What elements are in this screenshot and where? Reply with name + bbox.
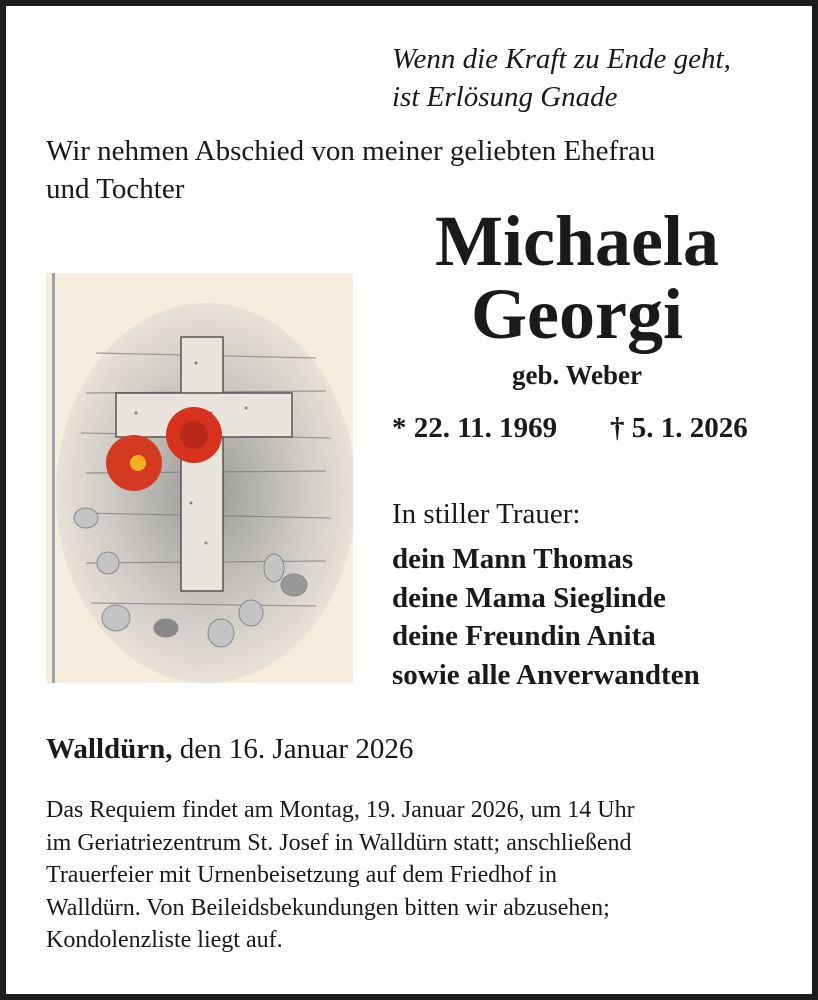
mourners-list <box>392 540 700 694</box>
mourner: sowie alle Anverwandten <box>392 658 700 691</box>
intro-text <box>46 132 655 208</box>
notice-line: Das Requiem findet am Montag, 19. Januar 2026, um 14 Uhr <box>46 797 635 823</box>
mourner: deine Freundin Anita <box>392 620 656 652</box>
epigraph <box>392 40 731 116</box>
deceased-first-name: Michaela <box>435 201 719 281</box>
notice-line: Kondolenzliste liegt auf. <box>46 927 283 953</box>
place: Walldürn, <box>46 733 173 765</box>
birth-date: * 22. 11. 1969 <box>392 412 558 444</box>
place-date <box>46 733 413 766</box>
intro-line: und Tochter <box>46 173 185 205</box>
epigraph-line: ist Erlösung Gnade <box>392 81 618 113</box>
mourner: dein Mann Thomas <box>392 543 634 575</box>
mourners-heading: In stiller Trauer: <box>392 498 581 530</box>
cross-with-roses-photo <box>46 273 353 683</box>
service-notice <box>46 794 635 957</box>
mourner: deine Mama Sieglinde <box>392 581 666 614</box>
deceased-last-name: Georgi <box>471 274 683 354</box>
date: den 16. Januar 2026 <box>179 733 414 765</box>
maiden-name: geb. Weber <box>512 360 642 390</box>
notice-line: im Geriatriezentrum St. Josef in Walldürn statt; anschließend <box>46 829 632 856</box>
notice-line: Trauerfeier mit Urnenbeisetzung auf dem Friedhof in <box>46 862 557 888</box>
intro-line: Wir nehmen Abschied von meiner geliebten Ehefrau <box>46 135 656 167</box>
epigraph-line: Wenn die Kraft zu Ende geht, <box>392 43 731 75</box>
death-date: † 5. 1. 2026 <box>610 412 748 444</box>
notice-line: Walldürn. Von Beileidsbekundungen bitten wir abzusehen; <box>46 894 610 921</box>
